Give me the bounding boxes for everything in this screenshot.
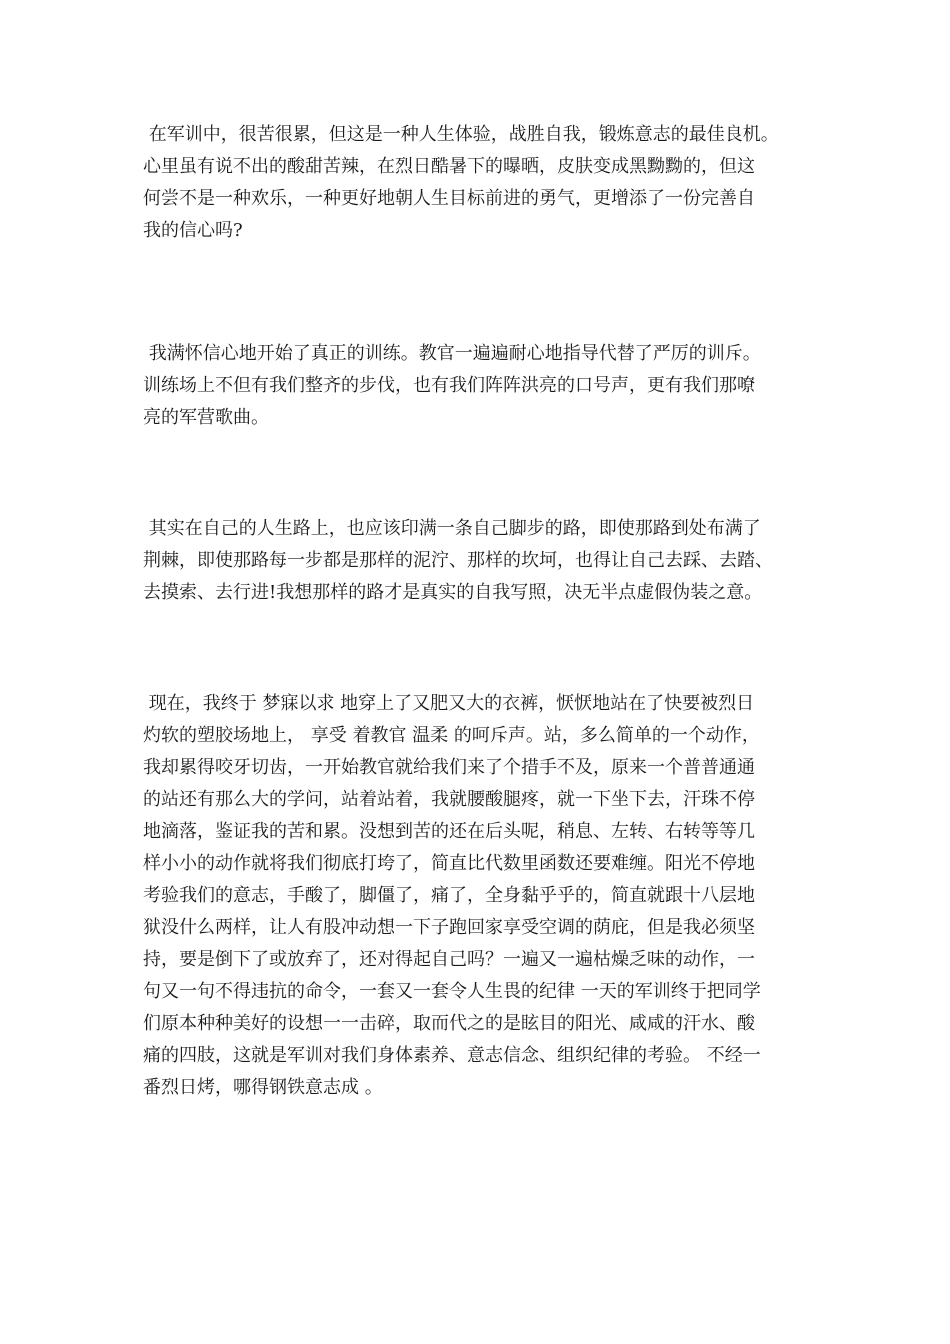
paragraph-line: 们原本种种美好的设想一一击碎，取而代之的是眩目的阳光、咸咸的汗水、酸 [143,1013,755,1034]
paragraph-line: 去摸索、去行进!我想那样的路才是真实的自我写照，决无半点虚假伪装之意。 [143,582,763,603]
paragraph-line: 狱没什么两样，让人有股冲动想一下子跑回家享受空调的荫庇，但是我必须坚 [143,917,755,938]
paragraph-line: 我满怀信心地开始了真正的训练。教官一遍遍耐心地指导代替了严厉的训斥。 [143,343,761,364]
paragraph-line: 灼软的塑胶场地上， 享受 着教官 温柔 的呵斥声。站，多么简单的一个动作， [143,725,760,746]
paragraph-line: 的站还有那么大的学问，站着站着，我就腰酸腿疼，就一下坐下去，汗珠不停 [143,789,755,810]
paragraph-line: 何尝不是一种欢乐，一种更好地朝人生目标前进的勇气，更增添了一份完善自 [143,188,755,209]
paragraph-line: 训练场上不但有我们整齐的步伐，也有我们阵阵洪亮的口号声，更有我们那嘹 [143,375,755,396]
paragraph-line: 现在，我终于 梦寐以求 地穿上了又肥又大的衣裤，恹恹地站在了快要被烈日 [143,693,755,714]
paragraph-line: 句又一句不得违抗的命令，一套又一套令人生畏的纪律 一天的军训终于把同学 [143,981,761,1002]
paragraph-line: 荆棘，即使那路每一步都是那样的泥泞、那样的坎坷，也得让自己去踩、去踏、 [143,550,773,571]
paragraph-4 [143,688,823,1104]
paragraph-line: 考验我们的意志，手酸了，脚僵了，痛了，全身黏乎乎的，简直就跟十八层地 [143,885,755,906]
paragraph-line: 亮的军营歌曲。 [143,407,269,428]
paragraph-line: 其实在自己的人生路上，也应该印满一条自己脚步的路，即使那路到处布满了 [143,518,761,539]
paragraph-3 [143,513,823,609]
paragraph-line: 我却累得咬牙切齿，一开始教官就给我们来了个措手不及，原来一个普普通通 [143,757,755,778]
paragraph-line: 番烈日烤，哪得钢铁意志成 。 [143,1077,383,1098]
paragraph-line: 地滴落，鉴证我的苦和累。没想到苦的还在后头呢，稍息、左转、右转等等几 [143,821,755,842]
paragraph-line: 在军训中，很苦很累，但这是一种人生体验，战胜自我，锻炼意志的最佳良机。 [143,124,779,145]
paragraph-1 [143,119,823,247]
paragraph-line: 我的信心吗? [143,220,243,241]
paragraph-line: 样小小的动作就将我们彻底打垮了，简直比代数里函数还要难缠。阳光不停地 [143,853,755,874]
paragraph-line: 痛的四肢，这就是军训对我们身体素养、意志信念、组织纪律的考验。 不经一 [143,1045,761,1066]
paragraph-line: 心里虽有说不出的酸甜苦辣，在烈日酷暑下的曝晒，皮肤变成黑黝黝的，但这 [143,156,755,177]
paragraph-2 [143,338,823,434]
paragraph-line: 持，要是倒下了或放弃了，还对得起自己吗？一遍又一遍枯燥乏味的动作，一 [143,949,755,970]
